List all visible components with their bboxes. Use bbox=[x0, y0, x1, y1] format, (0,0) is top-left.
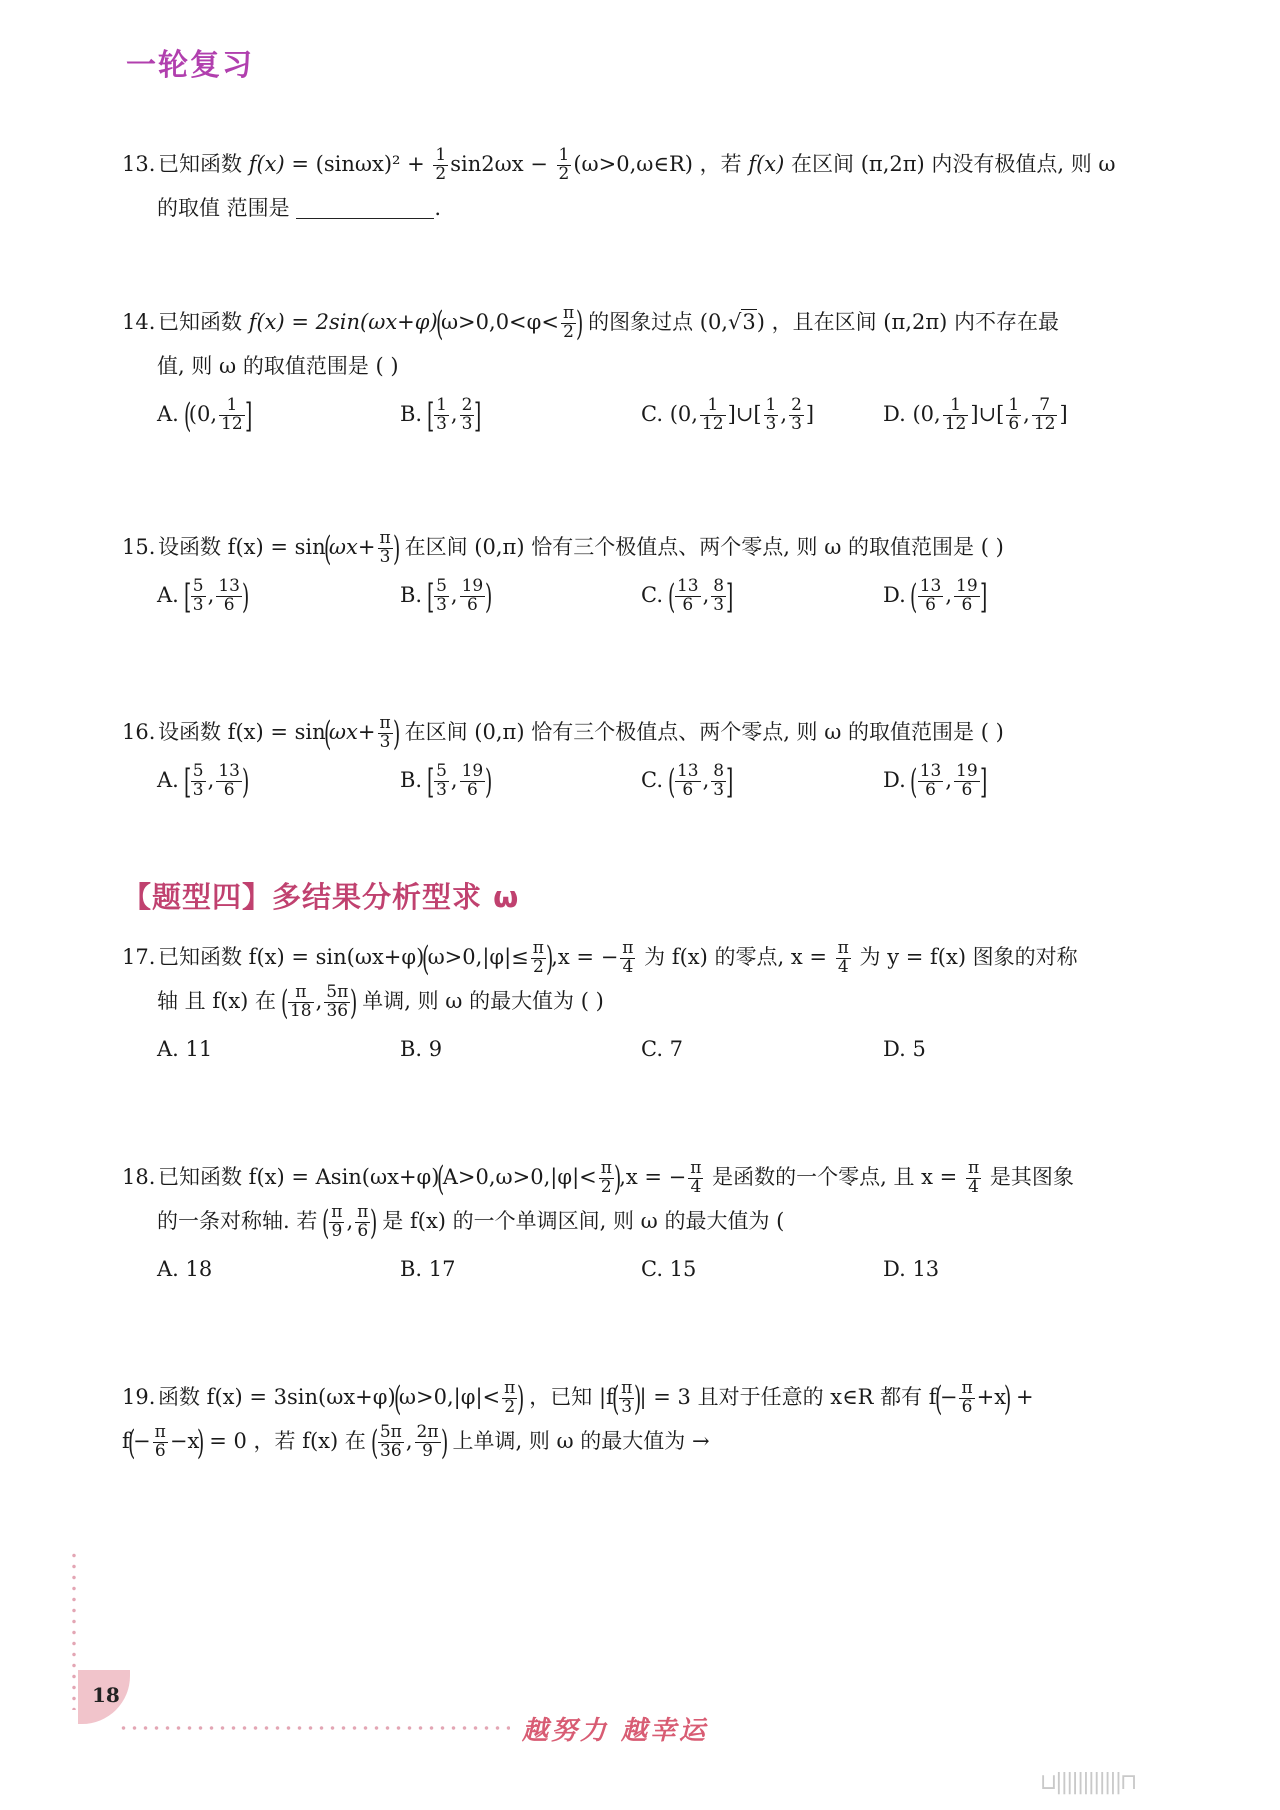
problem-number: 13. bbox=[122, 152, 156, 176]
answer-blank[interactable] bbox=[296, 196, 434, 219]
problem-13: 13. 已知函数 f(x) = (sinωx)² + $\frac{1}{2}$ sin2ωx − $\frac{1}{2}$ (ω>0,ω∈R) ，若 f(x) 在区间 (π,2π) 内没有极值点, 则 ω 的取值 范围是 . bbox=[122, 142, 1172, 230]
problem-number: 16. bbox=[122, 720, 156, 744]
option-c[interactable]: C. 7 bbox=[641, 1037, 684, 1061]
options bbox=[122, 573, 1172, 621]
problem-15: 15. 设函数 f(x) = sin(ωx+ $\frac{\pi}{3}$ ) 在区间 (0,π) 恰有三个极值点、两个零点, 则 ω 的取值范围是 ( ) A. [ $\frac{5}{3}$ , $\frac{13}{6}$ ) B. [ $\frac{5}{3}$ , $\frac{19}{6}$ ) C. ( $\frac{13}{6}$ , $\frac{8}{3}$ ] D. ( $\frac{13}{6}$ , $\frac{19}{6}$ ] bbox=[122, 525, 1172, 621]
options bbox=[122, 1247, 1172, 1295]
option-d[interactable]: D. ( $\frac{13}{6}$ , $\frac{19}{6}$ ] bbox=[883, 761, 987, 802]
problem-number: 17. bbox=[122, 945, 156, 969]
problem-19: 19. 函数 f(x) = 3sin(ωx+φ)(ω>0,|φ|< $\frac{\pi}{2}$ ) ，已知 |f( $\frac{\pi}{3}$ )| = 3 且对于任意的 x∈R 都有 f(− $\frac{\pi}{6}$ +x) + f(− $\frac{\pi}{6}$ −x) = 0 ，若 f(x) 在 ( $\frac{5\pi}{36}$ , $\frac{2\pi}{9}$ ) 上单调, 则 ω 的最大值为 → bbox=[122, 1375, 1172, 1463]
watermark: ⊔||||||||||||⊓ bbox=[1040, 1770, 1136, 1795]
option-b[interactable]: B. 17 bbox=[400, 1257, 456, 1281]
option-a[interactable]: A. 11 bbox=[157, 1037, 213, 1061]
fraction: $\frac{\pi}{3}$ bbox=[379, 528, 391, 567]
option-a[interactable]: A. [ $\frac{5}{3}$ , $\frac{13}{6}$ ) bbox=[157, 576, 250, 617]
option-a[interactable]: A. 18 bbox=[157, 1257, 213, 1281]
fraction: $\frac{1}{2}$ bbox=[435, 145, 447, 184]
footer-slogan: 越努力 越幸运 bbox=[522, 1716, 709, 1746]
problem-number: 15. bbox=[122, 535, 156, 559]
fraction: $\frac{\pi}{2}$ bbox=[562, 303, 575, 342]
option-b[interactable]: B. [ $\frac{1}{3}$ , $\frac{2}{3}$ ] bbox=[400, 395, 482, 436]
option-d[interactable]: D. ( $\frac{13}{6}$ , $\frac{19}{6}$ ] bbox=[883, 576, 987, 617]
options bbox=[122, 1027, 1172, 1075]
problem-14: 14. 已知函数 f(x) = 2sin(ωx+φ)(ω>0,0<φ< $\frac{\pi}{2}$ ) 的图象过点 (0,√3) ，且在区间 (π,2π) 内不存在最 值, 则 ω 的取值范围是 ( ) A. ((0, $\frac{1}{12}$ ] B. [ $\frac{1}{3}$ , $\frac{2}{3}$ ] C. (0, $\frac{1}{12}$ ]∪[ $\frac{1}{3}$ , $\frac{2}{3}$ ] D. (0, $\frac{1}{12}$ ]∪[ $\frac{1}{6}$ , $\frac{7}{12}$ ] bbox=[122, 300, 1172, 440]
option-a[interactable]: A. ((0, $\frac{1}{12}$ ] bbox=[157, 395, 252, 436]
option-c[interactable]: C. ( $\frac{13}{6}$ , $\frac{8}{3}$ ] bbox=[641, 761, 734, 802]
page-number: 18 bbox=[92, 1683, 120, 1707]
problem-18: 18. 已知函数 f(x) = Asin(ωx+φ)(A>0,ω>0,|φ|< $\frac{\pi}{2}$ ),x = − $\frac{\pi}{4}$ 是函数的一个零点, 且 x = $\frac{\pi}{4}$ 是其图象 的一条对称轴. 若 ( $\frac{\pi}{9}$ , $\frac{\pi}{6}$ ) 是 f(x) 的一个单调区间, 则 ω 的最大值为 ( A. 18 B. 17 C. 15 D. 13 bbox=[122, 1155, 1172, 1295]
fraction: $\frac{1}{2}$ bbox=[558, 145, 570, 184]
section-heading: 【题型四】多结果分析型求 ω bbox=[122, 880, 520, 914]
option-a[interactable]: A. [ $\frac{5}{3}$ , $\frac{13}{6}$ ) bbox=[157, 761, 250, 802]
options bbox=[122, 758, 1172, 806]
decorative-dots-horizontal bbox=[118, 1726, 510, 1730]
option-d[interactable]: D. 5 bbox=[883, 1037, 926, 1061]
option-b[interactable]: B. [ $\frac{5}{3}$ , $\frac{19}{6}$ ) bbox=[400, 761, 493, 802]
option-d[interactable]: D. 13 bbox=[883, 1257, 940, 1281]
problem-number: 14. bbox=[122, 310, 156, 334]
decorative-dots-vertical bbox=[72, 1550, 76, 1710]
problem-17: 17. 已知函数 f(x) = sin(ωx+φ)(ω>0,|φ|≤ $\frac{\pi}{2}$ ),x = − $\frac{\pi}{4}$ 为 f(x) 的零点, x = $\frac{\pi}{4}$ 为 y = f(x) 图象的对称 轴 且 f(x) 在 ( $\frac{\pi}{18}$ , $\frac{5\pi}{36}$ ) 单调, 则 ω 的最大值为 ( ) A. 11 B. 9 C. 7 D. 5 bbox=[122, 935, 1172, 1075]
problem-number: 19. bbox=[122, 1385, 156, 1409]
option-b[interactable]: B. [ $\frac{5}{3}$ , $\frac{19}{6}$ ) bbox=[400, 576, 493, 617]
problem-16: 16. 设函数 f(x) = sin(ωx+ $\frac{\pi}{3}$ ) 在区间 (0,π) 恰有三个极值点、两个零点, 则 ω 的取值范围是 ( ) A. [ $\frac{5}{3}$ , $\frac{13}{6}$ ) B. [ $\frac{5}{3}$ , $\frac{19}{6}$ ) C. ( $\frac{13}{6}$ , $\frac{8}{3}$ ] D. ( $\frac{13}{6}$ , $\frac{19}{6}$ ] bbox=[122, 710, 1172, 806]
option-c[interactable]: C. ( $\frac{13}{6}$ , $\frac{8}{3}$ ] bbox=[641, 576, 734, 617]
option-c[interactable]: C. 15 bbox=[641, 1257, 697, 1281]
fraction: $\frac{\pi}{3}$ bbox=[379, 713, 391, 752]
option-b[interactable]: B. 9 bbox=[400, 1037, 443, 1061]
options bbox=[122, 392, 1172, 440]
option-d[interactable]: D. (0, $\frac{1}{12}$ ]∪[ $\frac{1}{6}$ , $\frac{7}{12}$ ] bbox=[883, 395, 1068, 434]
header-title: 一轮复习 bbox=[126, 48, 254, 83]
problem-number: 18. bbox=[122, 1165, 156, 1189]
option-c[interactable]: C. (0, $\frac{1}{12}$ ]∪[ $\frac{1}{3}$ , $\frac{2}{3}$ ] bbox=[641, 395, 815, 434]
